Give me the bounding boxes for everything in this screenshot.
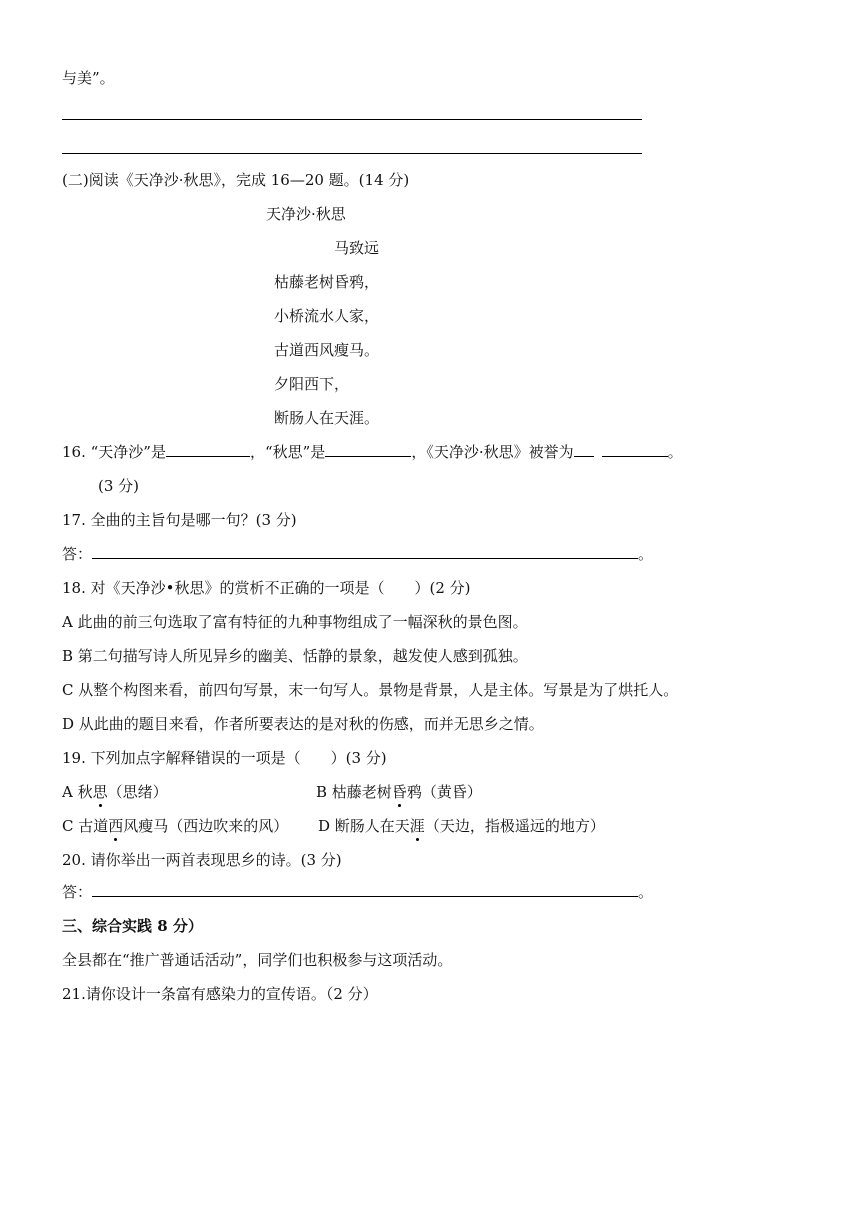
q16-blank-2[interactable] bbox=[325, 442, 411, 457]
intro-tail-text: 与美”。 bbox=[62, 69, 115, 87]
q19-option-a: A 秋思（思绪） bbox=[62, 783, 168, 801]
q17-end: 。 bbox=[638, 545, 654, 563]
q16-score: (3 分) bbox=[98, 477, 140, 495]
q20-answer-blank[interactable] bbox=[92, 882, 638, 897]
q16-text-1: 16. “天净沙”是 bbox=[62, 443, 166, 461]
dotted-char: 思 bbox=[92, 783, 108, 801]
answer-line-2 bbox=[62, 153, 642, 154]
dotted-char: 西 bbox=[108, 817, 124, 835]
q17-answer-row bbox=[62, 544, 653, 564]
q19-option-d: D 断肠人在天涯（天边，指极遥远的地方） bbox=[318, 817, 605, 835]
q17-answer-label: 答： bbox=[62, 545, 93, 563]
q19-option-c: C 古道西风瘦马（西边吹来的风） bbox=[62, 817, 289, 835]
question-19: 19. 下列加点字解释错误的一项是（ ）(3 分) bbox=[62, 749, 387, 767]
section3-heading: 三、综合实践 8 分） bbox=[62, 917, 203, 935]
poem-line: 断肠人在天涯。 bbox=[274, 409, 380, 427]
poem-line: 枯藤老树昏鸦， bbox=[274, 273, 380, 291]
q16-end: 。 bbox=[667, 443, 683, 461]
dotted-char: 昏 bbox=[391, 783, 407, 801]
answer-line-1 bbox=[62, 119, 642, 120]
q20-answer-label: 答： bbox=[62, 883, 93, 901]
q18-option-d: D 从此曲的题目来看，作者所要表达的是对秋的伤感，而并无思乡之情。 bbox=[62, 715, 544, 733]
q20-end: 。 bbox=[638, 883, 654, 901]
q18-option-c: C 从整个构图来看，前四句写景，末一句写人。景物是背景，人是主体。写景是为了烘托人。 bbox=[62, 681, 679, 699]
q18-option-b: B 第二句描写诗人所见异乡的幽美、恬静的景象，越发使人感到孤独。 bbox=[62, 647, 528, 665]
q20-answer-row bbox=[62, 882, 653, 902]
question-18: 18. 对《天净沙•秋思》的赏析不正确的一项是（ ）(2 分) bbox=[62, 579, 471, 597]
poem-author: 马致远 bbox=[334, 239, 380, 257]
question-20: 20. 请你举出一两首表现思乡的诗。(3 分) bbox=[62, 851, 342, 869]
section2-heading: (二)阅读《天净沙·秋思》，完成 16—20 题。(14 分) bbox=[62, 171, 410, 189]
poem-line: 夕阳西下， bbox=[274, 375, 350, 393]
q16-text-3: ，《天净沙·秋思》被誉为 bbox=[411, 443, 574, 461]
question-21: 21.请你设计一条富有感染力的宣传语。（2 分） bbox=[62, 985, 378, 1003]
q16-blank-1[interactable] bbox=[166, 442, 250, 457]
q19-option-b: B 枯藤老树昏鸦（黄昏） bbox=[316, 783, 482, 801]
question-17: 17. 全曲的主旨句是哪一句？(3 分) bbox=[62, 511, 297, 529]
section3-intro: 全县都在“推广普通话活动”，同学们也积极参与这项活动。 bbox=[62, 951, 453, 969]
poem-title: 天净沙·秋思 bbox=[266, 205, 346, 223]
q16-blank-3b[interactable] bbox=[602, 442, 668, 457]
q17-answer-blank[interactable] bbox=[92, 544, 638, 559]
poem-line: 小桥流水人家， bbox=[274, 307, 380, 325]
dotted-char: 涯 bbox=[409, 817, 425, 835]
q18-option-a: A 此曲的前三句选取了富有特征的九种事物组成了一幅深秋的景色图。 bbox=[62, 613, 528, 631]
q16-blank-3a[interactable] bbox=[574, 442, 594, 457]
q16-text-2: ，“秋思”是 bbox=[249, 443, 326, 461]
question-16 bbox=[62, 442, 683, 462]
poem-line: 古道西风瘦马。 bbox=[274, 341, 380, 359]
